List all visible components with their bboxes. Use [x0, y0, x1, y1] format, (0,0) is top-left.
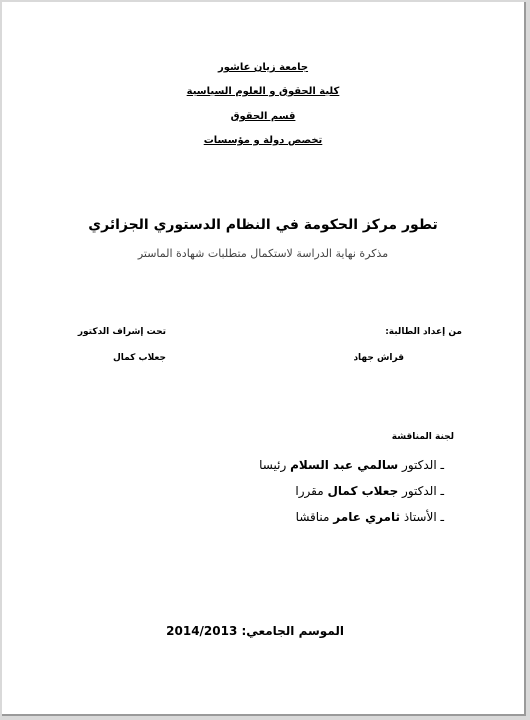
- committee-member: ـ الأستاذ ثامري عامر مناقشا: [295, 510, 444, 524]
- specialty-name: تخصص دولة و مؤسسات: [203, 135, 323, 146]
- document-page: [2, 2, 526, 716]
- prepared-by-label: من إعداد الطالبة:: [385, 327, 462, 337]
- committee-member: ـ الدكتور سالمي عبد السلام رئيسا: [259, 458, 444, 472]
- university-name: جامعة زيان عاشور: [217, 62, 309, 73]
- department-name: قسم الحقوق: [230, 111, 296, 122]
- academic-year: الموسم الجامعي: 2014/2013: [166, 624, 344, 638]
- student-name: قراش جهاد: [353, 353, 404, 363]
- supervisor-label: تحت إشراف الدكتور: [77, 327, 166, 337]
- thesis-subtitle: مذكرة نهاية الدراسة لاستكمال متطلبات شهادة الماستر: [137, 247, 389, 260]
- committee-label: لجنة المناقشة: [391, 432, 454, 442]
- faculty-name: كلية الحقوق و العلوم السياسية: [186, 86, 340, 97]
- committee-member: ـ الدكتور جعلاب كمال مقررا: [295, 484, 444, 498]
- supervisor-name: جعلاب كمال: [112, 353, 166, 363]
- thesis-title: تطور مركز الحكومة في النظام الدستوري الجزائري: [88, 217, 438, 233]
